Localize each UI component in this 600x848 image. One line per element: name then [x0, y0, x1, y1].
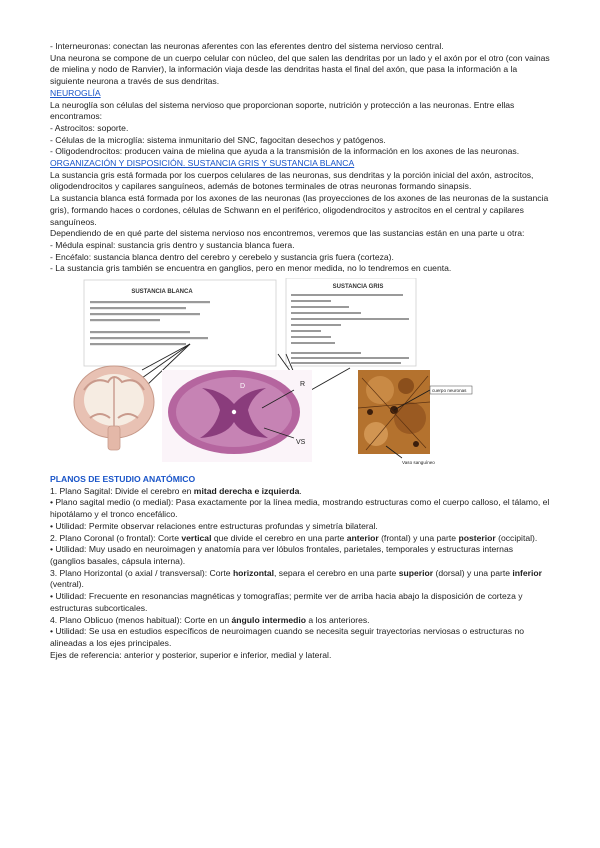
plano-oblicuo-bold: ángulo intermedio [231, 614, 307, 625]
label-d: D [240, 383, 246, 391]
plano-coronal-bold: posterior [458, 532, 496, 543]
plano-sagital-end: . [299, 485, 302, 496]
label-vaso-sanguineo: Vaso sanguíneo [402, 460, 435, 466]
plano-sagital-utilidad: • Utilidad: Permite observar relaciones entre estructuras profundas y simetría bilateral. [50, 520, 378, 531]
brain-coronal-illustration [74, 366, 154, 450]
label-cuerpo-neuronas: cuerpo neuronas [432, 388, 467, 394]
plano-horizontal-utilidad: • Utilidad: Frecuente en resonancias magnéticas y tomografías; permite ver de arriba hacia abajo la disposición de corteza y estructuras subcorticales. [50, 591, 523, 613]
sustancia-gris-paragraph: La sustancia gris está formada por los cuerpos celulares de las neuronas, sus dendritas y la porción inicial del axón, astrocitos, oligodendrocitos y capilares sanguíneos, además de botones terminales de otras neuronas formando sinapsis. [50, 169, 534, 192]
plano-coronal-end: (occipital). [495, 532, 538, 543]
plano-coronal-bold: anterior [346, 532, 379, 543]
organizacion-item: - Médula espinal: sustancia gris dentro y sustancia blanca fuera. [50, 239, 295, 250]
plano-horizontal-text: , separa el cerebro en una parte [274, 567, 399, 578]
plano-horizontal-bold: superior [398, 567, 434, 578]
plano-horizontal-text: (dorsal) y una parte [433, 567, 513, 578]
ejes-referencia: Ejes de referencia: anterior y posterior, superior e inferior, medial y lateral. [50, 649, 332, 660]
organizacion-heading: ORGANIZACIÓN Y DISPOSICIÓN. SUSTANCIA GRIS Y SUSTANCIA BLANCA [50, 158, 355, 169]
label-vs: VS [296, 439, 306, 447]
plano-horizontal-bold: inferior [512, 567, 542, 578]
plano-oblicuo-text: 4. Plano Oblicuo (menos habitual): Corte en un [50, 614, 232, 625]
plano-horizontal-bold: horizontal [232, 567, 274, 578]
plano-oblicuo [50, 615, 550, 627]
gray-matter-micrograph [358, 370, 472, 465]
sustancia-blanca-title: SUSTANCIA BLANCA [131, 289, 193, 296]
neuroglia-intro: La neuroglía son células del sistema nervioso que proporcionan soporte, nutrición y protección a las neuronas. Entre ellas encontramos: [50, 99, 515, 122]
plano-coronal-utilidad: • Utilidad: Muy usado en neuroimagen y anatomía para ver lóbulos frontales, parietales, temporales y estructuras internas (ganglios basales, cápsula interna). [50, 544, 514, 566]
plano-coronal-text: (frontal) y una parte [378, 532, 459, 543]
plano-coronal [50, 533, 550, 545]
spinal-cord-section-image [162, 370, 312, 462]
plano-coronal-text: 2. Plano Coronal (o frontal): Corte [50, 532, 182, 543]
neuroglia-item: - Células de la microglía: sistema inmunitario del SNC, fagocitan desechos y patógenos. [50, 134, 386, 145]
plano-sagital [50, 486, 550, 498]
plano-horizontal-text: 3. Plano Horizontal (o axial / transversal): Corte [50, 567, 233, 578]
neurona-paragraph: Una neurona se compone de un cuerpo celular con núcleo, del que salen las dendritas por un lado y el axón por el otro (con vainas de mielina y nodo de Ranvier), la información viaja desde las dendritas hasta el final del axón, que pasa la información a la siguiente neurona a través de sus dendritas. [50, 52, 550, 87]
plano-sagital-text: 1. Plano Sagital: Divide el cerebro en [50, 485, 194, 496]
organizacion-item: - La sustancia gris también se encuentra en ganglios, pero en menor medida, no lo tendremos en cuenta. [50, 263, 452, 274]
plano-oblicuo-utilidad: • Utilidad: Se usa en estudios específicos de neuroimagen cuando se necesita seguir trayectorias nerviosas o estructuras no alineadas a los ejes principales. [50, 626, 525, 648]
sustancia-blanca-paragraph: La sustancia blanca está formada por los axones de las neuronas (las proyecciones de los axones de las neuronas de la sustancia gris), formando haces o cordones, células de Schwann en el periférico, oligodendrocitos y astrocitos en el central y capilares sanguíneos. [50, 193, 549, 227]
plano-horizontal-end: (ventral). [50, 579, 84, 590]
neuroglia-heading: NEUROGLÍA [50, 87, 101, 98]
plano-sagital-medio: • Plano sagital medio (o medial): Pasa exactamente por la línea media, mostrando estructuras como el cuerpo calloso, el tálamo, el hipotálamo y el tronco encefálico. [50, 497, 550, 520]
plano-coronal-bold: vertical [181, 532, 212, 543]
sustancia-gris-box [286, 278, 416, 366]
organizacion-item: - Encéfalo: sustancia blanca dentro del cerebro y cerebelo y sustancia gris fuera (corteza). [50, 251, 394, 262]
substance-figure-svg [50, 278, 550, 468]
label-r: R [300, 381, 306, 389]
neuroglia-item: - Astrocitos: soporte. [50, 122, 129, 133]
interneuronas-text: - Interneuronas: conectan las neuronas aferentes con las eferentes dentro del sistema nervioso central. [50, 41, 444, 51]
plano-horizontal [50, 568, 550, 591]
substance-figure [50, 278, 550, 468]
plano-oblicuo-end: a los anteriores. [306, 614, 370, 625]
plano-coronal-text: que divide el cerebro en una parte [211, 532, 347, 543]
neuroglia-item: - Oligodendrocitos: producen vaina de mielina que ayuda a la transmisión de la información en los axones de las neuronas. [50, 146, 520, 157]
plano-sagital-bold: mitad derecha e izquierda [193, 485, 300, 496]
sustancia-gris-title: SUSTANCIA GRIS [332, 284, 384, 291]
planos-heading: PLANOS DE ESTUDIO ANATÓMICO [50, 474, 196, 485]
dependiendo-paragraph: Dependiendo de en qué parte del sistema nervioso nos encontremos, veremos que las sustancias están en una parte u otra: [50, 228, 525, 239]
